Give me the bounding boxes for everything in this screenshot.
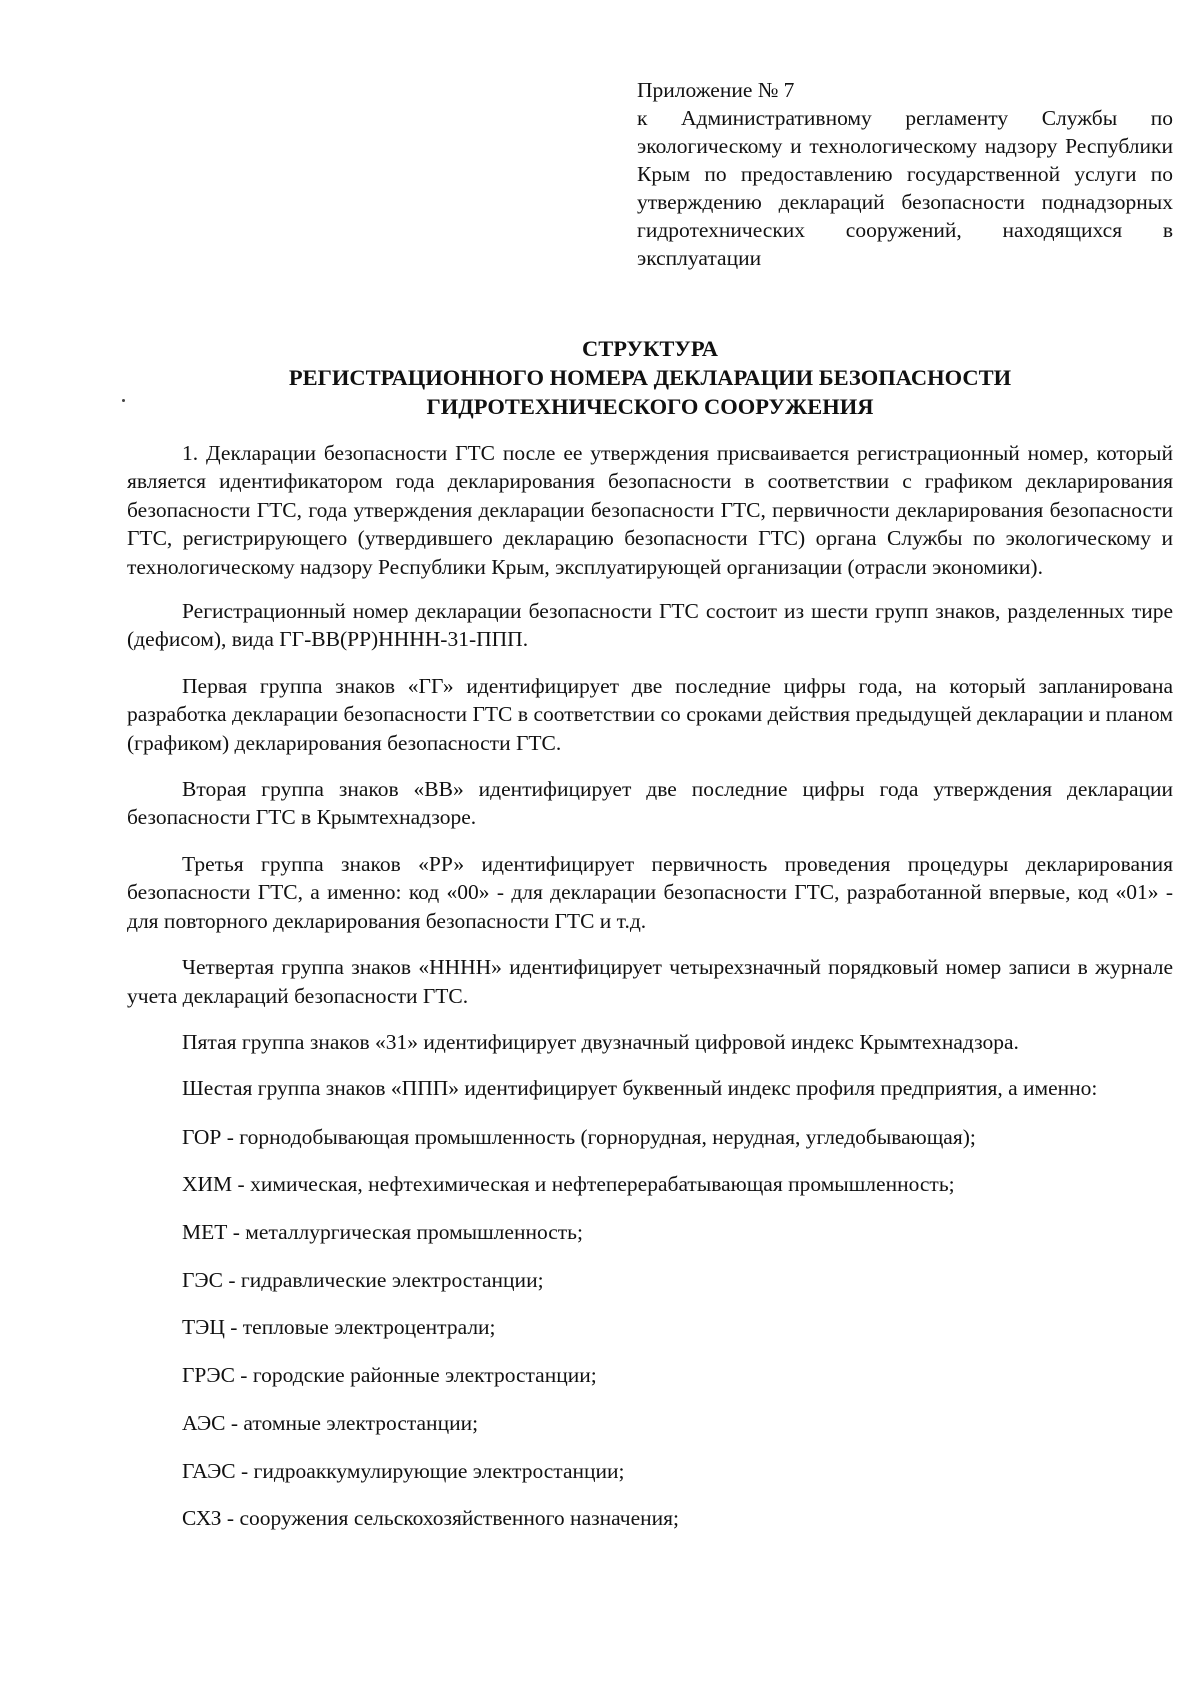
paragraph-8: Шестая группа знаков «ППП» идентифицирует буквенный индекс профиля предприятия, а именно:: [182, 1076, 1098, 1101]
list-item: МЕТ - металлургическая промышленность;: [182, 1220, 583, 1245]
paragraph-5: Третья группа знаков «РР» идентифицирует первичность проведения процедуры декларирования безопасности ГТС, а именно: код «00» - для декларации безопасности ГТС, разработанной впервые, код «01» - для повторного декларирования безопасности ГТС и т.д.: [127, 851, 1173, 933]
scan-speck: [122, 399, 125, 402]
list-item: ТЭЦ - тепловые электроцентрали;: [182, 1315, 496, 1340]
paragraph-7: Пятая группа знаков «31» идентифицирует двузначный цифровой индекс Крымтехнадзора.: [182, 1029, 1019, 1054]
list-item: ГЭС - гидравлические электростанции;: [182, 1267, 544, 1292]
document-body: [127, 439, 1173, 1552]
heading-line-2: РЕГИСТРАЦИОННОГО НОМЕРА ДЕКЛАРАЦИИ БЕЗОПАСНОСТИ: [288, 365, 1012, 390]
appendix-regulation-text: к Административному регламенту Службы по экологическому и технологическому надзору Республики Крым по предоставлению государственной услуги по утверждению деклараций безопасности поднадзорных гидротехнических сооружений, находящихся в эксплуатации: [637, 106, 1173, 270]
list-item: ГОР - горнодобывающая промышленность (горнорудная, нерудная, угледобывающая);: [182, 1124, 976, 1149]
document-heading: [100, 334, 1200, 421]
list-item: ГРЭС - городские районные электростанции;: [182, 1363, 597, 1388]
paragraph-2: Регистрационный номер декларации безопасности ГТС состоит из шести групп знаков, разделенных тире (дефисом), вида ГГ-ВВ(РР)НННН-31-ППП.: [127, 599, 1173, 652]
list-item: ГАЭС - гидроаккумулирующие электростанции;: [182, 1458, 625, 1483]
appendix-number: Приложение № 7: [637, 78, 795, 102]
list-item: СХЗ - сооружения сельскохозяйственного назначения;: [182, 1506, 680, 1531]
paragraph-6: Четвертая группа знаков «НННН» идентифицирует четырехзначный порядковый номер записи в журнале учета деклараций безопасности ГТС.: [127, 955, 1173, 1008]
paragraph-1: 1. Декларации безопасности ГТС после ее утверждения присваивается регистрационный номер, который является идентификатором года декларирования безопасности в соответствии с графиком декларирования безопасности ГТС, года утверждения декларации безопасности ГТС, первичности декларирования безопасности ГТС, регистрирующего (утвердившего декларацию безопасности ГТС) органа Службы по экологическому и технологическому надзору Республики Крым, эксплуатирующей организации (отрасли экономики).: [127, 441, 1173, 579]
appendix-reference: [637, 76, 1173, 272]
paragraph-4: Вторая группа знаков «ВВ» идентифицирует две последние цифры года утверждения декларации безопасности ГТС в Крымтехнадзоре.: [127, 777, 1173, 830]
heading-line-3: ГИДРОТЕХНИЧЕСКОГО СООРУЖЕНИЯ: [426, 394, 874, 419]
industry-code-list: [127, 1123, 1173, 1552]
list-item: ХИМ - химическая, нефтехимическая и нефтеперерабатывающая промышленность;: [182, 1172, 955, 1197]
paragraph-3: Первая группа знаков «ГГ» идентифицирует две последние цифры года, на который запланирована разработка декларации безопасности ГТС в соответствии со сроками действия предыдущей декларации и планом (графиком) декларирования безопасности ГТС.: [127, 673, 1173, 755]
heading-line-1: СТРУКТУРА: [582, 336, 718, 361]
list-item: АЭС - атомные электростанции;: [182, 1410, 479, 1435]
